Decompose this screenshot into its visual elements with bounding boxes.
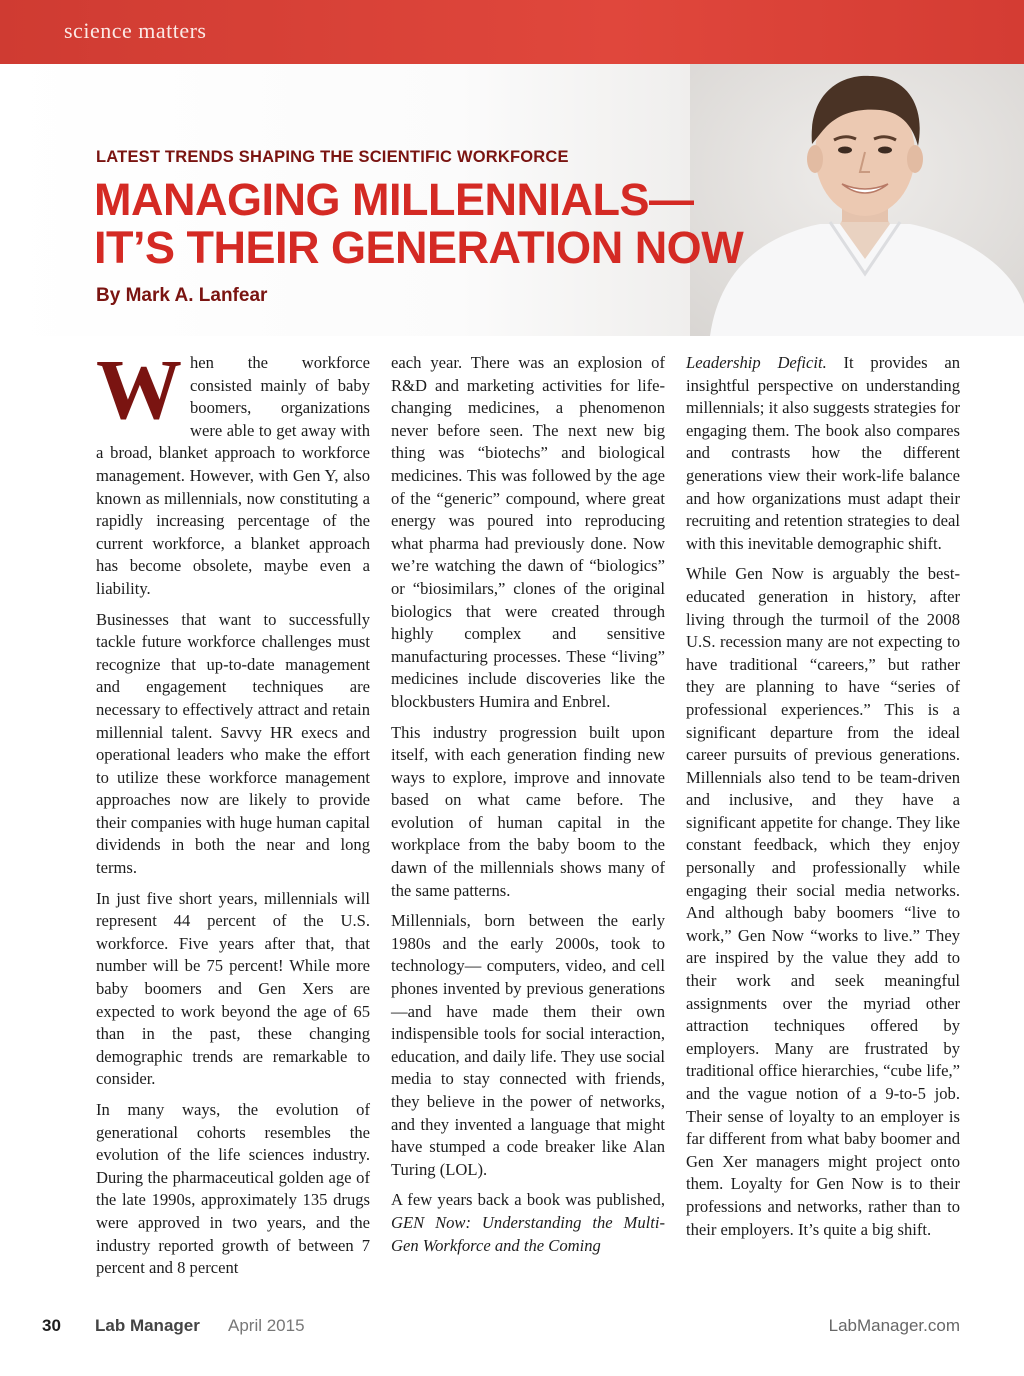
page-number: 30 [42, 1316, 61, 1335]
article-column-1 [96, 341, 370, 1288]
paragraph: In many ways, the evolution of generational cohorts resembles the evolution of the life sciences industry. During the pharmaceutical golden age of the late 1990s, approximately 135 drugs were approved in two years, and the industry reported growth of between 7 percent and 8 percent [96, 1100, 370, 1278]
paragraph [96, 341, 370, 601]
paragraph-text: hen the workforce consisted mainly of baby boomers, organizations were able to get away with a broad, blanket approach to workforce management. However, with Gen Y, also known as millennials, now constituting a rapidly increasing percentage of the current workforce, a blanket approach has become obsolete, maybe even a liability. [96, 353, 370, 598]
book-title: GEN Now: Understanding the Multi-Gen Workforce and the Coming [391, 1212, 665, 1255]
section-label: science matters [64, 18, 207, 43]
article-column-2 [391, 352, 665, 1265]
issue-date: April 2015 [228, 1316, 305, 1335]
page-footer [0, 1310, 1024, 1346]
paragraph: Businesses that want to successfully tackle future workforce challenges must recognize that up-to-date management and engagement techniques are necessary to effectively attract and retain millennial talent. Savvy HR execs and operational leaders who make the effort to utilize these workforce management approaches now are likely to provide their companies with huge human capital dividends in both the near and long terms. [96, 609, 370, 878]
paragraph: This industry progression built upon itself, with each generation finding new ways to explore, improve and innovate based on what came before. The evolution of human capital in the workplace from the baby boom to the dawn of the millennials shows many of the same patterns. [391, 722, 665, 900]
paragraph [686, 352, 960, 555]
magazine-name: Lab Manager [95, 1316, 200, 1335]
book-title-end: Leadership Deficit. [686, 353, 827, 372]
paragraph [391, 1189, 665, 1257]
author-byline: By Mark A. Lanfear [96, 285, 268, 306]
article-headline [94, 176, 743, 272]
section-banner [0, 0, 1024, 64]
paragraph: In just five short years, millennials will represent 44 percent of the U.S. workforce. Five years after that, that number will be 75 percent! While more baby boomers and Gen Xers are expected to work beyond the age of 65 than in the past, these changing demographic trends are remarkable to consider. [96, 888, 370, 1089]
paragraph: each year. There was an explosion of R&D and marketing activities for life-changing medicines, a phenomenon never before seen. The next new big thing was “biotechs” and biological medicines. This was followed by the age of the “generic” compound, where great energy was poured into reproducing what pharma had previously done. Now we’re watching the dawn of “biologics” or “biosimilars,” clones of the original biologics that were created through highly complex and sensitive manufacturing processes. These “living” medicines include discoveries like the blockbusters Humira and Enbrel. [391, 353, 665, 711]
headline-line-2: IT’S THEIR GENERATION NOW [94, 222, 744, 273]
website-url: LabManager.com [828, 1316, 960, 1335]
article-column-3 [686, 352, 960, 1249]
article-kicker: LATEST TRENDS SHAPING THE SCIENTIFIC WORKFORCE [96, 148, 569, 166]
paragraph: Millennials, born between the early 1980s and the early 2000s, took to technology— computers, video, and cell phones invented by previous generations—and have made them their own indispensible tools for social interaction, education, and daily life. They use social media to stay connected with friends, they believe in the power of networks, and they invented a language that might have stumped a code breaker like Alan Turing (LOL). [391, 911, 665, 1179]
paragraph-text: A few years back a book was published, [391, 1190, 665, 1210]
headline-line-1: MANAGING MILLENNIALS— [94, 174, 694, 225]
paragraph-text: It provides an insightful perspective on understanding millennials; it also suggests strategies for engaging them. The book also compares and contrasts how the different generations view their work-life balance and how organizations must adapt their recruiting and retention strategies to deal with this inevitable demographic shift. [686, 353, 961, 553]
paragraph: While Gen Now is arguably the best-educated generation in history, after living through the turmoil of the 2008 U.S. recession many are not expecting to have traditional “careers,” but rather they are planning to have “series of professional experiences.” This is a significant departure from the ideal career pursuits of previous generations. Millennials also tend to be team-driven and inclusive, and they have a significant appetite for change. They like constant feedback, which they enjoy personally and professionally while engaging their social media networks. And although baby boomers “live to work,” Gen Now “works to live.” They are inspired by the value they add to their work and seek meaningful assignments over the myriad other attraction techniques offered by employers. Many are frustrated by traditional office hierarchies, “cube life,” and the vague notion of a 9-to-5 job. Their sense of loyalty to an employer is far different from what baby boomer and Gen Xer managers might project onto them. Loyalty for Gen Now is to their professions and networks, rather than to their employers. It’s quite a big shift. [686, 564, 960, 1239]
drop-cap: W [96, 341, 182, 437]
